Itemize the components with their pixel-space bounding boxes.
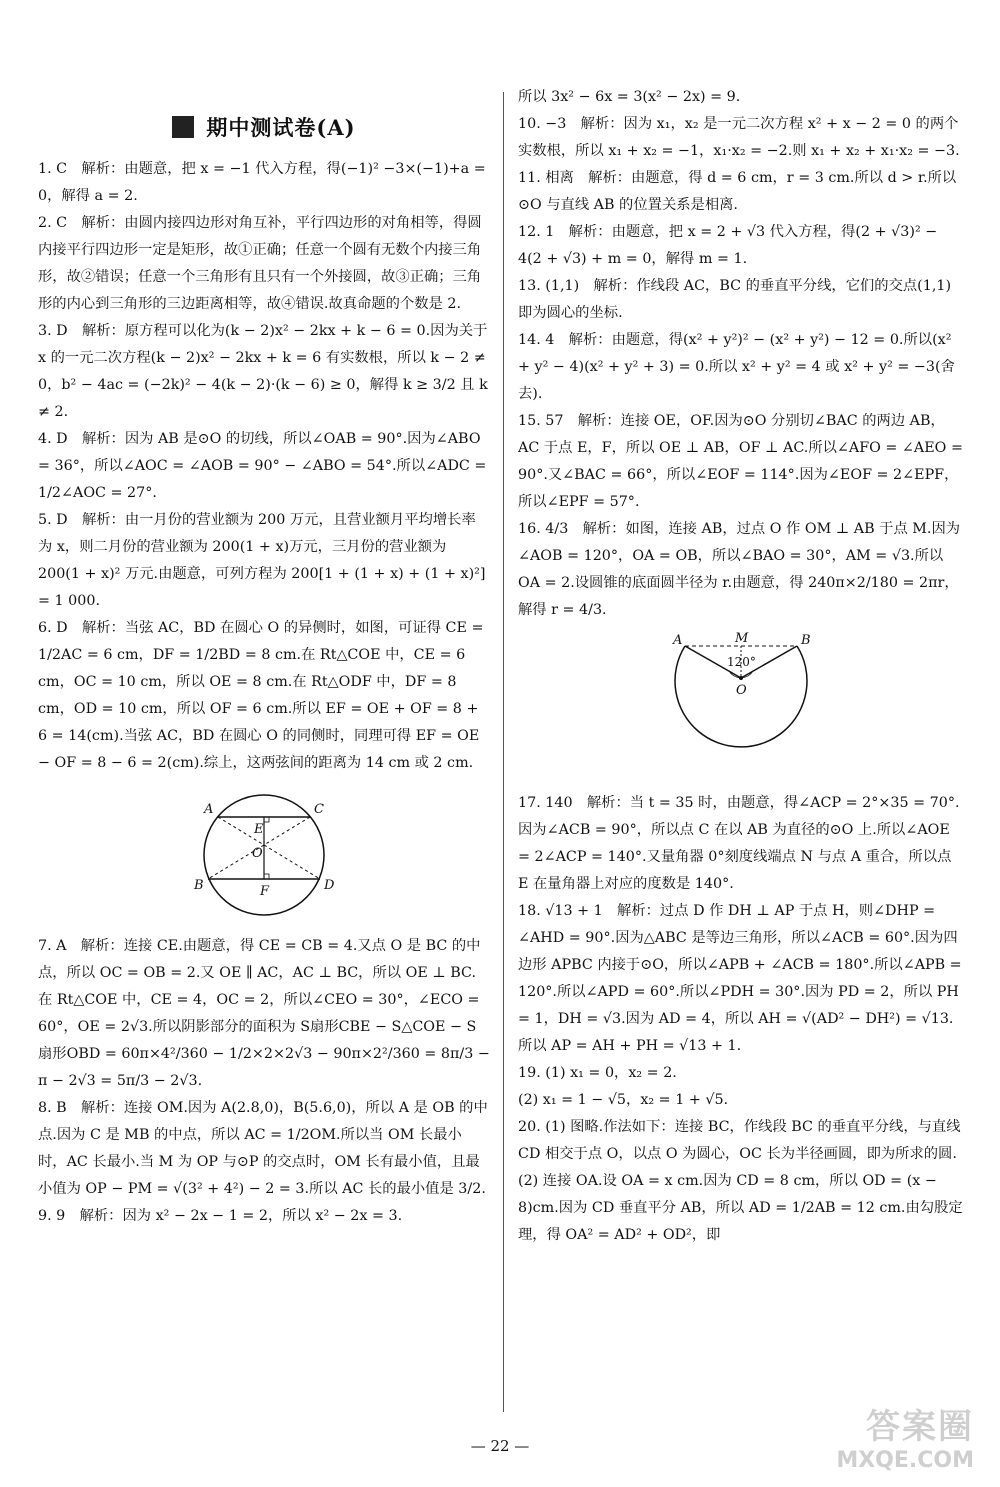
answer-3: 3. D 解析：原方程可以化为(k − 2)x² − 2kx + k − 6 = 0.因为关于 x 的一元二次方程(k − 2)x² − 2kx + k = 6 有实数根，所以 k − 2 ≠ 0，b² − 4ac = (−2k)² − 4(k − 2)·(k − 6) ≥ 0，解得 k ≥ 3/2 且 k ≠ 2. — [38, 323, 488, 420]
label-O: O — [252, 846, 263, 861]
answer-20-part1: 20. (1) 图略.作法如下：连接 BC，作线段 BC 的垂直平分线，与直线 CD 相交于点 O，以点 O 为圆心，OC 长为半径画圆，即为所求的圆. — [518, 1119, 961, 1162]
answer-2: 2. C 解析：由圆内接四边形对角互补，平行四边形的对角相等，得圆内接平行四边形一定是矩形，故①正确；任意一个圆有无数个内接三角形，故②错误；任意一个三角形有且只有一个外接圆，故③正确；三角形的内心到三角形的三边距离相等，故④错误.故真命题的个数是 2. — [38, 215, 482, 312]
answer-6: 6. D 解析：当弦 AC，BD 在圆心 O 的异侧时，如图，可证得 CE = 1/2AC = 6 cm，DF = 1/2BD = 8 cm.在 Rt△COE 中，CE = 6 cm，OC = 10 cm，所以 OE = 8 cm.在 Rt△ODF 中，DF = 8 cm，OD = 10 cm，所以 OF = 6 cm.所以 EF = OE + OF = 8 + 6 = 14(cm).当弦 AC，BD 在圆心 O 的同侧时，同理可得 EF = OE − OF = 8 − 6 = 2(cm).综上，这两弦间的距离为 14 cm 或 2 cm. — [38, 620, 484, 771]
answer-19-part1: 19. (1) x₁ = 0，x₂ = 2. — [518, 1065, 677, 1081]
answer-9-continued: 所以 3x² − 6x = 3(x² − 2x) = 9. — [518, 89, 741, 105]
answer-12: 12. 1 解析：由题意，把 x = 2 + √3 代入方程，得(2 + √3)² − 4(2 + √3) + m = 0，解得 m = 1. — [518, 224, 938, 267]
answer-18: 18. √13 + 1 解析：过点 D 作 DH ⊥ AP 于点 H，则∠DHP = ∠AHD = 90°.因为△ABC 是等边三角形，所以∠ACB = 60°.因为四边形 APBC 内接于⊙O，所以∠APB + ∠ACB = 180°.所以∠APB = 120°.所以∠APD = 60°.所以∠PDH = 30°.因为 PD = 2，所以 PH = 1，DH = √3.因为 AD = 4，所以 AH = √(AD² − DH²) = √13.所以 AP = AH + PH = √13 + 1. — [518, 903, 962, 1054]
answer-9: 9. 9 解析：因为 x² − 2x − 1 = 2，所以 x² − 2x = 3. — [38, 1208, 403, 1224]
left-column — [38, 84, 490, 1230]
label-M: M — [735, 631, 749, 646]
label-F: F — [260, 884, 270, 899]
circle-chords-figure — [184, 783, 344, 923]
label-O: O — [736, 683, 747, 698]
answer-1: 1. C 解析：由题意，把 x = −1 代入方程，得(−1)² −3×(−1)+a = 0，解得 a = 2. — [38, 161, 486, 204]
sector-cone-figure — [661, 630, 821, 780]
answer-4: 4. D 解析：因为 AB 是⊙O 的切线，所以∠OAB = 90°.因为∠ABO = 36°，所以∠AOC = ∠AOB = 90° − ∠ABO = 54°.所以∠ADC = 1/2∠AOC = 27°. — [38, 431, 487, 501]
watermark-logo: 答案圈 — [866, 1407, 974, 1447]
watermark-url: MXQE.COM — [836, 1448, 974, 1473]
answer-11: 11. 相离 解析：由题意，得 d = 6 cm，r = 3 cm.所以 d > r.所以⊙O 与直线 AB 的位置关系是相离. — [518, 170, 957, 213]
label-angle: 120° — [727, 655, 756, 669]
answer-10: 10. −3 解析：因为 x₁，x₂ 是一元二次方程 x² + x − 2 = 0 的两个实数根，所以 x₁ + x₂ = −1，x₁·x₂ = −2.则 x₁ + x₂ + x₁·x₂ = −3. — [518, 116, 960, 159]
answer-17: 17. 140 解析：当 t = 35 时，由题意，得∠ACP = 2°×35 = 70°.因为∠ACB = 90°，所以点 C 在以 AB 为直径的⊙O 上.所以∠AOE = 2∠ACP = 140°.又量角器 0°刻度线端点 N 与点 A 重合，所以点 E 在量角器上对应的度数是 140°. — [518, 795, 960, 892]
label-B: B — [801, 633, 811, 648]
page-title-text: 期中测试卷(A) — [206, 115, 356, 140]
answer-15: 15. 57 解析：连接 OE，OF.因为⊙O 分别切∠BAC 的两边 AB，AC 于点 E，F，所以 OE ⊥ AB，OF ⊥ AC.所以∠AFO = ∠AEO = 90°.又∠BAC = 66°，所以∠EOF = 114°.因为∠EOF = 2∠EPF，所以∠EPF = 57°. — [518, 413, 963, 510]
answer-20-part2: (2) 连接 OA.设 OA = x cm.因为 CD = 8 cm，所以 OD = (x − 8)cm.因为 CD 垂直平分 AB，所以 AD = 1/2AB = 12 cm.由勾股定理，得 OA² = AD² + OD²，即 — [518, 1173, 963, 1243]
label-A: A — [673, 633, 683, 648]
label-B: B — [194, 878, 204, 893]
label-E: E — [254, 822, 264, 837]
label-C: C — [314, 802, 324, 817]
right-column — [518, 84, 964, 1249]
answer-19-part2: (2) x₁ = 1 − √5，x₂ = 1 + √5. — [518, 1092, 729, 1108]
answer-14: 14. 4 解析：由题意，得(x² + y²)² − (x² + y²) − 12 = 0.所以(x² + y² − 4)(x² + y² + 3) = 0.所以 x² + y² = 4 或 x² + y² = −3(舍去). — [518, 332, 955, 402]
page-title — [38, 112, 490, 142]
answer-7: 7. A 解析：连接 CE.由题意，得 CE = CB = 4.又点 O 是 BC 的中点，所以 OC = OB = 2.又 OE ∥ AC，AC ⊥ BC，所以 OE ⊥ BC.在 Rt△COE 中，CE = 4，OC = 2，所以∠CEO = 30°，∠ECO = 60°，OE = 2√3.所以阴影部分的面积为 S扇形CBE − S△COE − S扇形OBD = 60π×4²/360 − 1/2×2×2√3 − 90π×2²/360 = 8π/3 − π − 2√3 = 5π/3 − 2√3. — [38, 938, 490, 1089]
column-divider — [503, 92, 504, 1412]
label-D: D — [324, 878, 335, 893]
answer-16: 16. 4/3 解析：如图，连接 AB，过点 O 作 OM ⊥ AB 于点 M.因为∠AOB = 120°，OA = OB，所以∠BAO = 30°，AM = √3.所以 OA = 2.设圆锥的底面圆半径为 r.由题意，得 240π×2/180 = 2πr，解得 r = 4/3. — [518, 521, 961, 618]
answer-13: 13. (1,1) 解析：作线段 AC，BC 的垂直平分线，它们的交点(1,1)即为圆心的坐标. — [518, 278, 952, 321]
answer-8: 8. B 解析：连接 OM.因为 A(2.8,0)，B(5.6,0)，所以 A 是 OB 的中点.因为 C 是 MB 的中点，所以 AC = 1/2OM.所以当 OM 长最小时，AC 长最小.当 M 为 OP 与⊙P 的交点时，OM 长有最小值，且最小值为 OP − PM = √(3² + 4²) − 2 = 3.所以 AC 长的最小值是 3/2. — [38, 1100, 488, 1197]
answer-5: 5. D 解析：由一月份的营业额为 200 万元，且营业额月平均增长率为 x，则二月份的营业额为 200(1 + x)万元，三月份的营业额为 200(1 + x)² 万元.由题意，可列方程为 200[1 + (1 + x) + (1 + x)²] = 1 000. — [38, 512, 486, 609]
section-mark-icon — [172, 116, 194, 138]
watermark — [836, 1399, 974, 1473]
page-number: — 22 — — [470, 1437, 530, 1455]
label-A: A — [204, 802, 214, 817]
